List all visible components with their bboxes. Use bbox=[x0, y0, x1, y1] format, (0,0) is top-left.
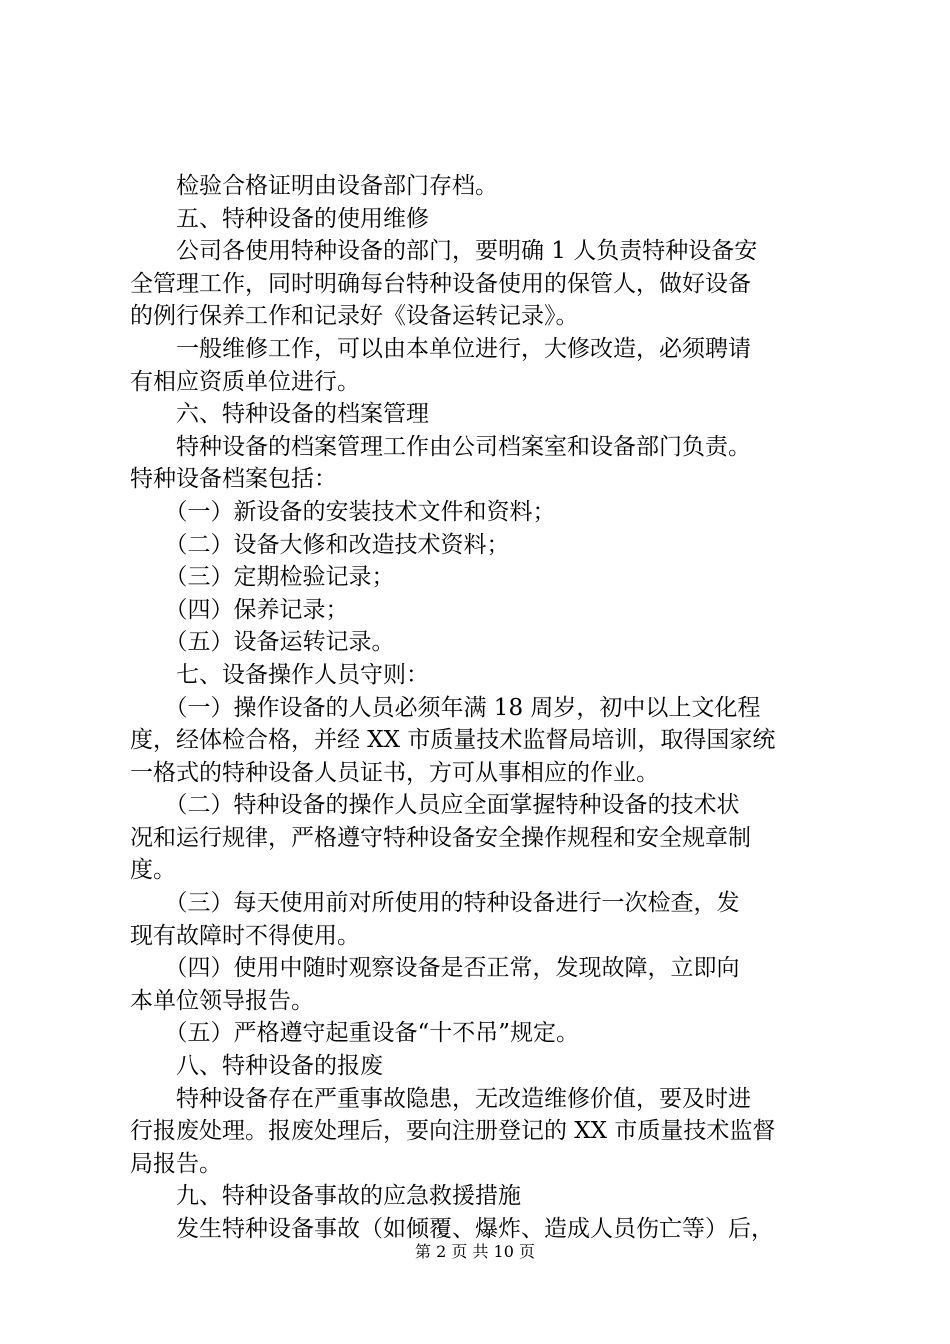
body-text bbox=[130, 170, 830, 1246]
section-heading: 九、特种设备事故的应急救援措施 bbox=[130, 1183, 521, 1210]
text-line: （三）每天使用前对所使用的特种设备进行一次检查，发 bbox=[130, 890, 740, 917]
text-line: 度，经体检合格，并经 XX 市质量技术监督局培训，取得国家统 bbox=[130, 727, 776, 754]
text-line: 现有故障时不得使用。 bbox=[130, 922, 360, 949]
text-line: 本单位领导报告。 bbox=[130, 987, 314, 1014]
text-line: 全管理工作，同时明确每台特种设备使用的保管人，做好设备 bbox=[130, 270, 751, 297]
list-item: （二）设备大修和改造技术资料； bbox=[130, 531, 510, 558]
text-line: 的例行保养工作和记录好《设备运转记录》。 bbox=[130, 303, 579, 330]
text-line: （四）使用中随时观察设备是否正常，发现故障，立即向 bbox=[130, 955, 740, 982]
section-heading: 七、设备操作人员守则： bbox=[130, 661, 429, 688]
text-line: 度。 bbox=[130, 857, 176, 884]
text-line: 局报告。 bbox=[130, 1150, 222, 1177]
text-line: 发生特种设备事故（如倾覆、爆炸、造成人员伤亡等）后， bbox=[130, 1216, 774, 1242]
list-item: （四）保养记录； bbox=[130, 596, 349, 623]
text-line: 公司各使用特种设备的部门，要明确 1 人负责特种设备安 bbox=[130, 238, 758, 265]
text-line: 况和运行规律，严格遵守特种设备安全操作规程和安全规章制 bbox=[130, 824, 751, 851]
text-line: 行报废处理。报废处理后，要向注册登记的 XX 市质量技术监督 bbox=[130, 1118, 776, 1145]
list-item: （三）定期检验记录； bbox=[130, 564, 395, 591]
text-line: 检验合格证明由设备部门存档。 bbox=[130, 173, 498, 199]
text-line: 一格式的特种设备人员证书，方可从事相应的作业。 bbox=[130, 759, 659, 786]
section-heading: 六、特种设备的档案管理 bbox=[130, 401, 429, 428]
text-line: 特种设备档案包括： bbox=[130, 466, 337, 493]
text-line: （五）严格遵守起重设备“十不吊”规定。 bbox=[130, 1020, 580, 1047]
section-heading: 五、特种设备的使用维修 bbox=[130, 205, 429, 232]
text-line: （二）特种设备的操作人员应全面掌握特种设备的技术状 bbox=[130, 792, 740, 819]
page-number-footer: 第 2 页 共 10 页 bbox=[415, 1242, 535, 1261]
text-line: 特种设备存在严重事故隐患，无改造维修价值，要及时进 bbox=[130, 1085, 751, 1112]
text-line: 有相应资质单位进行。 bbox=[130, 368, 360, 395]
text-line: （一）操作设备的人员必须年满 18 周岁，初中以上文化程 bbox=[130, 694, 761, 721]
list-item: （一）新设备的安装技术文件和资料； bbox=[130, 498, 556, 525]
list-item: （五）设备运转记录。 bbox=[130, 629, 395, 656]
text-line: 一般维修工作，可以由本单位进行，大修改造，必须聘请 bbox=[130, 335, 751, 362]
text-line: 特种设备的档案管理工作由公司档案室和设备部门负责。 bbox=[130, 433, 751, 460]
section-heading: 八、特种设备的报废 bbox=[130, 1053, 383, 1080]
